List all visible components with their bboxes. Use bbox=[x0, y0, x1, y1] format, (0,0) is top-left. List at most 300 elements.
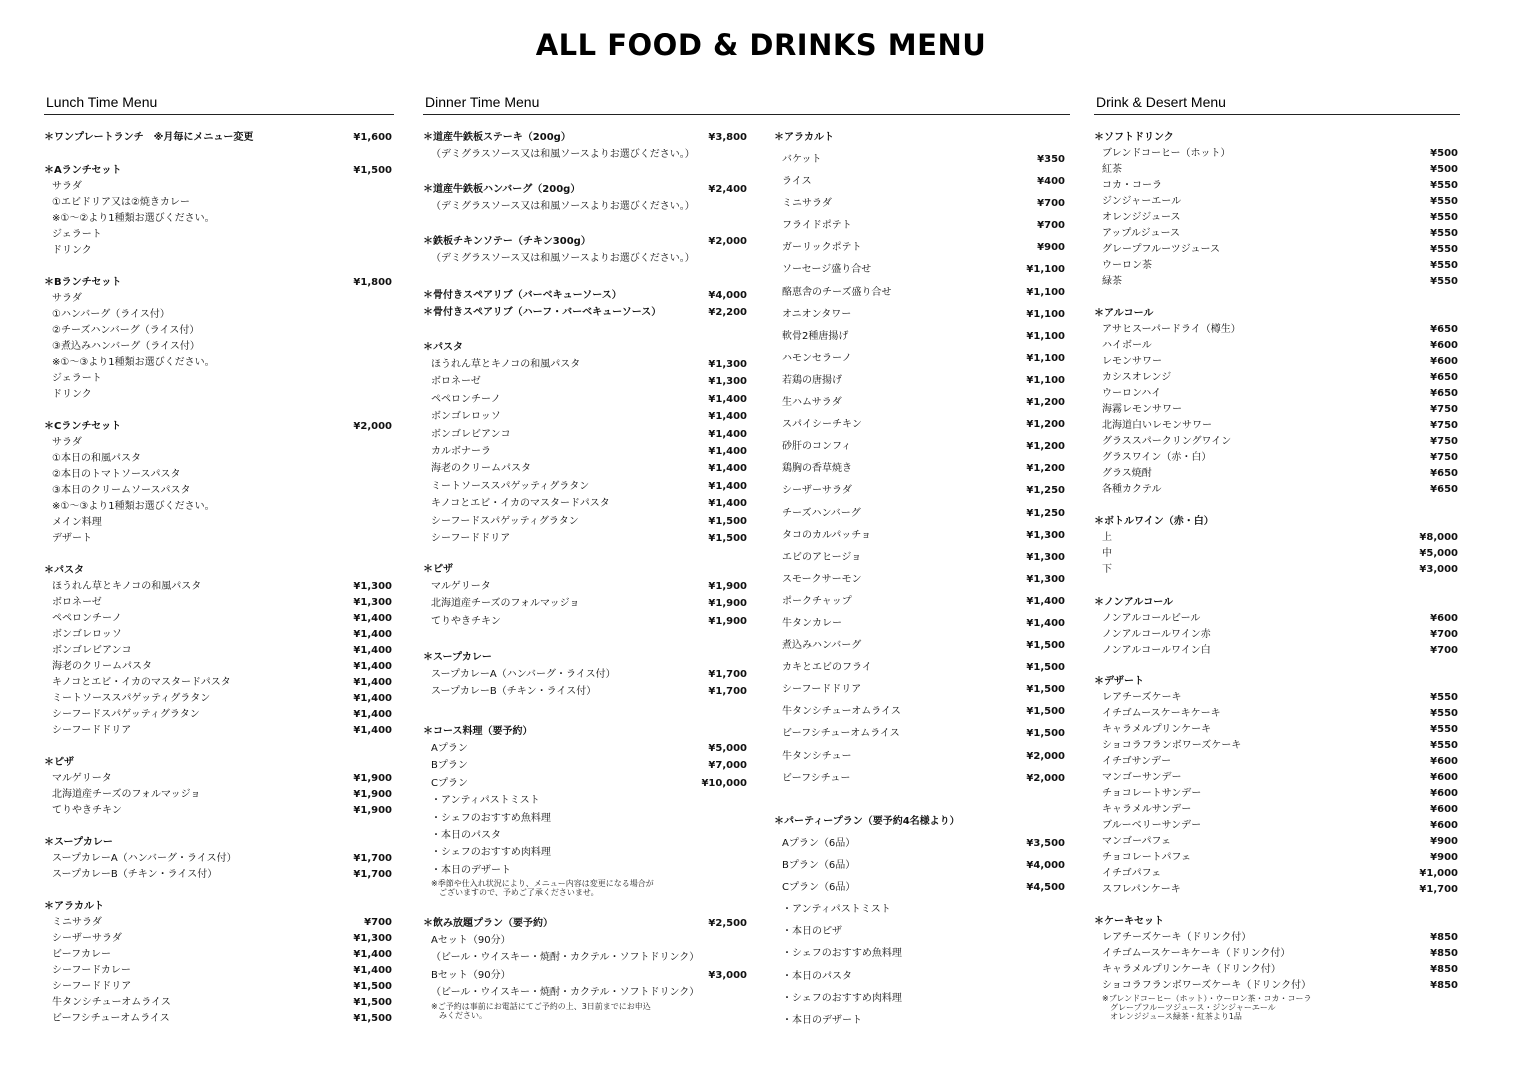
menu-item bbox=[774, 480, 1067, 502]
group-title-text: ＊骨付きスペアリブ（バーベキューソース） bbox=[423, 290, 622, 301]
menu-item bbox=[44, 707, 394, 723]
group-title-text: ＊Cランチセット bbox=[44, 421, 122, 432]
menu-item-name: ショコラフランボワーズケーキ bbox=[1102, 740, 1242, 751]
menu-item-name: アップルジュース bbox=[1102, 228, 1180, 239]
menu-item-price: ¥600 bbox=[1430, 340, 1458, 351]
menu-item bbox=[44, 291, 394, 307]
menu-item-price: ¥8,000 bbox=[1419, 532, 1458, 543]
group-title bbox=[423, 916, 749, 932]
menu-item-name: ボンゴレロッソ bbox=[431, 411, 501, 423]
menu-item bbox=[423, 827, 749, 844]
menu-item-price: ¥5,000 bbox=[708, 743, 747, 754]
menu-item bbox=[774, 701, 1067, 723]
menu-item bbox=[1094, 818, 1460, 834]
menu-group bbox=[423, 234, 749, 267]
menu-item-price: ¥500 bbox=[1430, 164, 1458, 175]
menu-item-price: ¥3,000 bbox=[1419, 564, 1458, 575]
menu-item-name: スープカレーB（チキン・ライス付） bbox=[52, 869, 218, 880]
menu-item bbox=[774, 282, 1067, 304]
menu-item-price: ¥1,400 bbox=[353, 949, 392, 960]
menu-item-name: ノンアルコールビール bbox=[1102, 613, 1201, 624]
menu-item-name: Aプラン（6品） bbox=[782, 838, 856, 849]
menu-item bbox=[774, 768, 1067, 790]
menu-group bbox=[1094, 674, 1460, 898]
menu-item-price: ¥1,300 bbox=[353, 933, 392, 944]
menu-item bbox=[44, 1011, 394, 1027]
menu-item-name: ライス bbox=[782, 176, 812, 188]
menu-item-name: 紅茶 bbox=[1102, 164, 1122, 175]
menu-item bbox=[774, 193, 1067, 215]
menu-item-price: ¥1,400 bbox=[708, 393, 747, 405]
menu-item bbox=[44, 515, 394, 531]
menu-item bbox=[423, 373, 749, 390]
menu-item-name: スープカレーA（ハンバーグ・ライス付） bbox=[431, 669, 616, 680]
menu-item bbox=[1094, 546, 1460, 562]
group-title bbox=[44, 563, 394, 579]
menu-item bbox=[44, 339, 394, 355]
menu-group bbox=[44, 163, 394, 259]
group-title bbox=[423, 724, 749, 740]
menu-item bbox=[44, 483, 394, 499]
menu-item-name: 砂肝のコンフィ bbox=[782, 441, 852, 453]
menu-group bbox=[44, 419, 394, 547]
group-price: ¥4,000 bbox=[708, 290, 747, 301]
menu-item-price: ¥5,000 bbox=[1419, 548, 1458, 559]
menu-item bbox=[1094, 226, 1460, 242]
menu-item-name: ・シェフのおすすめ魚料理 bbox=[782, 948, 902, 960]
menu-item-name: カルボナーラ bbox=[431, 445, 491, 457]
menu-item-name: オニオンタワー bbox=[782, 308, 852, 320]
menu-item-name: ③本日のクリームソースパスタ bbox=[52, 485, 191, 496]
menu-item-name: スープカレーA（ハンバーグ・ライス付） bbox=[52, 853, 237, 864]
menu-item-name: バケット bbox=[782, 154, 822, 165]
group-price: ¥2,000 bbox=[708, 236, 747, 247]
menu-item-price: ¥1,100 bbox=[1026, 308, 1065, 320]
menu-item-price: ¥550 bbox=[1430, 180, 1458, 191]
menu-item-name: 牛タンシチューオムライス bbox=[52, 997, 171, 1008]
menu-item-name: （デミグラスソース又は和風ソースよりお選びください。） bbox=[431, 149, 695, 160]
group-title bbox=[423, 182, 749, 198]
group-title-text: ＊ピザ bbox=[423, 564, 453, 575]
menu-item-price: ¥1,400 bbox=[353, 677, 392, 688]
menu-item bbox=[774, 966, 1067, 988]
menu-item-name: ボロネーゼ bbox=[431, 376, 481, 388]
menu-item bbox=[1094, 370, 1460, 386]
menu-item-name: （ビール・ウイスキー・焼酎・カクテル・ソフトドリンク） bbox=[431, 987, 700, 999]
menu-item bbox=[423, 792, 749, 809]
menu-item bbox=[774, 723, 1067, 745]
menu-item bbox=[1094, 850, 1460, 866]
group-title bbox=[1094, 130, 1460, 146]
menu-item bbox=[423, 426, 749, 443]
menu-item-name: ビーフカレー bbox=[52, 949, 111, 960]
menu-item-name: 海霧レモンサワー bbox=[1102, 404, 1182, 415]
menu-item-name: ②チーズハンバーグ（ライス付） bbox=[52, 325, 200, 336]
menu-item-name: Bセット（90分） bbox=[431, 969, 511, 981]
menu-item bbox=[774, 613, 1067, 635]
menu-item-name: 緑茶 bbox=[1102, 276, 1122, 287]
menu-item bbox=[1094, 643, 1460, 659]
menu-item-price: ¥900 bbox=[1430, 852, 1458, 863]
menu-item-price: ¥1,300 bbox=[1026, 529, 1065, 541]
menu-item-price: ¥650 bbox=[1430, 388, 1458, 399]
menu-item-name: シーフードスパゲッティグラタン bbox=[431, 515, 579, 527]
menu-item-name: グレープフルーツジュース bbox=[1102, 244, 1220, 255]
menu-item-price: ¥1,700 bbox=[353, 869, 392, 880]
menu-item-name: ビーフシチューオムライス bbox=[52, 1013, 170, 1024]
menu-item-name: ビーフシチューオムライス bbox=[782, 728, 900, 740]
menu-item bbox=[774, 1010, 1067, 1032]
menu-item-price: ¥600 bbox=[1430, 356, 1458, 367]
menu-item-name: イチゴムースケーキケーキ bbox=[1102, 708, 1221, 719]
menu-item-name: ジェラート bbox=[52, 373, 102, 384]
menu-item-price: ¥850 bbox=[1430, 980, 1458, 991]
group-price: ¥1,800 bbox=[353, 277, 392, 288]
menu-item-name: ガーリックポテト bbox=[782, 242, 862, 254]
menu-item-name: ソーセージ盛り合せ bbox=[782, 264, 872, 276]
menu-item bbox=[44, 531, 394, 547]
menu-item bbox=[44, 307, 394, 323]
menu-item-price: ¥4,500 bbox=[1026, 882, 1065, 894]
menu-item-price: ¥1,500 bbox=[1026, 728, 1065, 740]
menu-group bbox=[774, 811, 1067, 1032]
menu-item bbox=[423, 984, 749, 1001]
menu-item-name: レアチーズケーキ bbox=[1102, 692, 1182, 703]
menu-item-price: ¥3,000 bbox=[708, 969, 747, 981]
menu-item bbox=[1094, 354, 1460, 370]
menu-item bbox=[1094, 274, 1460, 290]
lunch-heading: Lunch Time Menu bbox=[44, 94, 394, 115]
menu-item bbox=[423, 775, 749, 792]
menu-item-name: チョコレートサンデー bbox=[1102, 788, 1202, 799]
menu-item bbox=[1094, 611, 1460, 627]
menu-item bbox=[774, 569, 1067, 591]
group-title bbox=[44, 755, 394, 771]
menu-item-price: ¥550 bbox=[1430, 692, 1458, 703]
menu-item-name: ウーロンハイ bbox=[1102, 388, 1162, 399]
group-title-text: ＊道産牛鉄板ステーキ（200g） bbox=[423, 132, 571, 143]
menu-item-name: マンゴーサンデー bbox=[1102, 772, 1182, 783]
menu-item-name: シーフードドリア bbox=[52, 725, 132, 736]
group-title-text: ＊コース料理（要予約） bbox=[423, 726, 533, 737]
menu-item-price: ¥700 bbox=[1037, 220, 1065, 232]
menu-item-name: てりやきチキン bbox=[431, 615, 501, 627]
menu-item-name: レアチーズケーキ（ドリンク付） bbox=[1102, 932, 1252, 943]
menu-item-name: ・本日のパスタ bbox=[782, 970, 852, 982]
menu-item bbox=[1094, 450, 1460, 466]
menu-item-name: てりやきチキン bbox=[52, 805, 122, 816]
menu-item bbox=[423, 478, 749, 495]
menu-item bbox=[44, 691, 394, 707]
menu-item-price: ¥650 bbox=[1430, 372, 1458, 383]
menu-item-name: キノコとエビ・イカのマスタードパスタ bbox=[52, 677, 231, 688]
group-title-text: ＊Aランチセット bbox=[44, 165, 122, 176]
menu-item-name: Aセット（90分） bbox=[431, 935, 511, 946]
menu-group bbox=[423, 650, 749, 701]
menu-item-price: ¥600 bbox=[1430, 788, 1458, 799]
group-title-text: ＊ケーキセット bbox=[1094, 916, 1164, 927]
menu-item-price: ¥1,900 bbox=[353, 789, 392, 800]
group-title bbox=[774, 127, 1067, 149]
menu-item bbox=[774, 877, 1067, 899]
menu-group bbox=[1094, 595, 1460, 659]
menu-item-price: ¥3,500 bbox=[1026, 838, 1065, 849]
menu-item bbox=[423, 613, 749, 630]
menu-item bbox=[44, 387, 394, 403]
menu-item-price: ¥900 bbox=[1037, 242, 1065, 254]
menu-item-name: ・本日のデザート bbox=[431, 864, 511, 876]
group-title bbox=[44, 130, 394, 146]
menu-item-price: ¥700 bbox=[1430, 629, 1458, 640]
menu-item-name: シーフードカレー bbox=[52, 965, 131, 976]
group-title bbox=[1094, 674, 1460, 690]
menu-item-price: ¥550 bbox=[1430, 212, 1458, 223]
menu-item-price: ¥1,400 bbox=[708, 480, 747, 492]
menu-item-name: ノンアルコールワイン白 bbox=[1102, 645, 1211, 656]
menu-item-price: ¥4,000 bbox=[1026, 860, 1065, 872]
menu-item bbox=[44, 803, 394, 819]
group-title bbox=[423, 234, 749, 250]
menu-item bbox=[1094, 770, 1460, 786]
menu-item-price: ¥1,700 bbox=[353, 853, 392, 864]
menu-item-price: ¥1,300 bbox=[708, 376, 747, 388]
menu-group bbox=[423, 288, 749, 321]
menu-item-price: ¥1,400 bbox=[708, 463, 747, 475]
menu-item-name: シーフードスパゲッティグラタン bbox=[52, 709, 200, 720]
menu-item-name: ・アンティパストミスト bbox=[431, 795, 540, 807]
menu-item-price: ¥1,400 bbox=[353, 709, 392, 720]
menu-item-name: オレンジジュース bbox=[1102, 212, 1181, 223]
menu-group bbox=[423, 182, 749, 215]
menu-item-price: ¥1,500 bbox=[1026, 662, 1065, 674]
menu-group bbox=[44, 130, 394, 146]
menu-group bbox=[423, 724, 749, 897]
menu-item-name: ポークチャップ bbox=[782, 595, 852, 607]
menu-item-name: ブルーベリーサンデー bbox=[1102, 820, 1202, 831]
menu-item-name: シーフードドリア bbox=[431, 532, 511, 544]
group-title-text: ＊ノンアルコール bbox=[1094, 597, 1173, 608]
menu-item-price: ¥600 bbox=[1430, 772, 1458, 783]
menu-item bbox=[44, 211, 394, 227]
menu-item bbox=[423, 967, 749, 984]
menu-item-name: ウーロン茶 bbox=[1102, 260, 1152, 271]
menu-item-name: ①本日の和風パスタ bbox=[52, 453, 141, 464]
menu-item-name: ブレンドコーヒー（ホット） bbox=[1102, 148, 1231, 159]
menu-item-name: マルゲリータ bbox=[431, 581, 491, 592]
menu-item bbox=[1094, 530, 1460, 546]
dinner-heading: Dinner Time Menu bbox=[423, 94, 1070, 115]
menu-item-name: 中 bbox=[1102, 548, 1112, 559]
menu-item bbox=[1094, 402, 1460, 418]
menu-item bbox=[423, 443, 749, 460]
menu-item-name: 軟骨2種唐揚げ bbox=[782, 330, 849, 342]
menu-item-price: ¥1,400 bbox=[708, 428, 747, 440]
menu-item bbox=[423, 146, 749, 163]
menu-group bbox=[44, 275, 394, 403]
menu-item bbox=[44, 451, 394, 467]
menu-item-price: ¥500 bbox=[1430, 148, 1458, 159]
menu-item-name: ジェラート bbox=[52, 229, 102, 240]
menu-group bbox=[44, 899, 394, 1027]
menu-item bbox=[423, 495, 749, 512]
menu-item bbox=[44, 851, 394, 867]
menu-item-price: ¥1,300 bbox=[353, 581, 392, 592]
menu-item bbox=[1094, 162, 1460, 178]
menu-item bbox=[774, 348, 1067, 370]
menu-item-price: ¥550 bbox=[1430, 740, 1458, 751]
menu-item bbox=[44, 723, 394, 739]
menu-item-name: ドリンク bbox=[52, 245, 92, 256]
group-title bbox=[423, 650, 749, 666]
menu-item-name: ボンゴレロッソ bbox=[52, 629, 122, 640]
menu-item-price: ¥1,200 bbox=[1026, 397, 1065, 409]
menu-item bbox=[1094, 962, 1460, 978]
menu-item bbox=[1094, 786, 1460, 802]
menu-item-price: ¥1,300 bbox=[353, 597, 392, 608]
menu-item bbox=[1094, 146, 1460, 162]
group-price: ¥3,800 bbox=[708, 132, 747, 143]
menu-item-price: ¥1,500 bbox=[353, 1013, 392, 1024]
menu-item-price: ¥1,500 bbox=[708, 515, 747, 527]
menu-item bbox=[774, 657, 1067, 679]
menu-item bbox=[774, 370, 1067, 392]
menu-item-price: ¥600 bbox=[1430, 756, 1458, 767]
menu-item-name: 海老のクリームパスタ bbox=[431, 463, 531, 475]
menu-item bbox=[774, 259, 1067, 281]
menu-item-name: ボロネーゼ bbox=[52, 597, 102, 608]
menu-item-price: ¥1,900 bbox=[708, 615, 747, 627]
menu-item-price: ¥1,200 bbox=[1026, 441, 1065, 453]
menu-group bbox=[1094, 914, 1460, 1021]
menu-item-name: キャラメルプリンケーキ（ドリンク付） bbox=[1102, 964, 1281, 975]
menu-item-name: ※①～③より1種類お選びください。 bbox=[52, 357, 215, 368]
menu-item bbox=[1094, 946, 1460, 962]
menu-item-name: アサヒスーパードライ（樽生） bbox=[1102, 324, 1241, 335]
menu-item-name: 海老のクリームパスタ bbox=[52, 661, 152, 672]
menu-item-name: 北海道白いレモンサワー bbox=[1102, 420, 1212, 431]
menu-item-name: サラダ bbox=[52, 293, 82, 304]
menu-item bbox=[1094, 418, 1460, 434]
menu-group bbox=[1094, 514, 1460, 578]
menu-item bbox=[1094, 627, 1460, 643]
menu-item-name: ミニサラダ bbox=[52, 917, 102, 928]
menu-group bbox=[423, 340, 749, 547]
menu-item bbox=[44, 595, 394, 611]
menu-item-name: マンゴーパフェ bbox=[1102, 836, 1171, 847]
menu-item-name: サラダ bbox=[52, 181, 82, 192]
menu-item-name: 牛タンカレー bbox=[782, 617, 842, 629]
menu-item-name: ショコラフランボワーズケーキ（ドリンク付） bbox=[1102, 980, 1312, 991]
menu-item bbox=[423, 757, 749, 774]
menu-item-name: 北海道産チーズのフォルマッジョ bbox=[52, 789, 201, 800]
menu-item-price: ¥650 bbox=[1430, 468, 1458, 479]
menu-item bbox=[774, 171, 1067, 193]
menu-item bbox=[774, 679, 1067, 701]
menu-group bbox=[774, 127, 1067, 790]
menu-item-price: ¥700 bbox=[1037, 198, 1065, 210]
menu-item bbox=[423, 391, 749, 408]
menu-item-name: キャラメルプリンケーキ bbox=[1102, 724, 1212, 735]
menu-group bbox=[1094, 130, 1460, 290]
group-title bbox=[44, 275, 394, 291]
menu-item-name: スープカレーB（チキン・ライス付） bbox=[431, 686, 597, 698]
menu-item-price: ¥1,900 bbox=[708, 598, 747, 610]
menu-item-price: ¥850 bbox=[1430, 964, 1458, 975]
group-title-text: ＊ワンプレートランチ ※月毎にメニュー変更 bbox=[44, 132, 254, 143]
menu-item bbox=[774, 746, 1067, 768]
menu-item bbox=[774, 833, 1067, 855]
group-title-text: ＊道産牛鉄板ハンバーグ（200g） bbox=[423, 184, 581, 195]
menu-item-name: レモンサワー bbox=[1102, 356, 1162, 367]
menu-item-price: ¥600 bbox=[1430, 613, 1458, 624]
group-title-text: ＊アルコール bbox=[1094, 308, 1154, 319]
menu-item-price: ¥1,300 bbox=[1026, 573, 1065, 585]
menu-item-name: イチゴムースケーキケーキ（ドリンク付） bbox=[1102, 948, 1291, 959]
menu-item-name: ・シェフのおすすめ肉料理 bbox=[431, 847, 551, 859]
menu-item-name: ③煮込みハンバーグ（ライス付） bbox=[52, 341, 200, 352]
group-title-text: ＊パーティープラン（要予約4名様より） bbox=[774, 816, 960, 827]
menu-item-price: ¥1,100 bbox=[1026, 374, 1065, 386]
menu-item-name: ・本日のピザ bbox=[782, 926, 842, 938]
menu-item-name: ミートソーススパゲッティグラタン bbox=[431, 480, 590, 492]
menu-item bbox=[423, 740, 749, 757]
menu-item-price: ¥750 bbox=[1430, 420, 1458, 431]
menu-item bbox=[44, 915, 394, 931]
menu-item-name: ノンアルコールワイン赤 bbox=[1102, 629, 1211, 640]
menu-item-name: Bプラン（6品） bbox=[782, 860, 856, 872]
menu-item-name: 生ハムサラダ bbox=[782, 397, 842, 409]
menu-group bbox=[423, 916, 749, 1020]
menu-item-name: メイン料理 bbox=[52, 517, 102, 528]
menu-group bbox=[423, 130, 749, 163]
menu-item-name: 鶏胸の香草焼き bbox=[782, 463, 852, 475]
menu-item-name: ②本日のトマトソースパスタ bbox=[52, 469, 181, 480]
menu-item bbox=[1094, 258, 1460, 274]
menu-item bbox=[774, 635, 1067, 657]
menu-item-price: ¥1,300 bbox=[708, 359, 747, 370]
menu-item bbox=[774, 591, 1067, 613]
menu-item-price: ¥1,200 bbox=[1026, 463, 1065, 475]
menu-item bbox=[423, 578, 749, 595]
menu-group bbox=[423, 562, 749, 630]
menu-item-name: 牛タンシチュー bbox=[782, 750, 852, 762]
menu-item-price: ¥1,400 bbox=[1026, 617, 1065, 629]
menu-item-name: ・本日のパスタ bbox=[431, 829, 501, 841]
menu-item-price: ¥650 bbox=[1430, 484, 1458, 495]
menu-item-name: ペペロンチーノ bbox=[52, 613, 122, 624]
menu-item-name: デザート bbox=[52, 533, 92, 544]
menu-item-name: ほうれん草とキノコの和風パスタ bbox=[431, 359, 581, 370]
menu-group bbox=[44, 835, 394, 883]
menu-item bbox=[774, 326, 1067, 348]
menu-item bbox=[423, 460, 749, 477]
menu-item-name: ほうれん草とキノコの和風パスタ bbox=[52, 581, 202, 592]
group-title bbox=[1094, 595, 1460, 611]
menu-item-price: ¥1,250 bbox=[1026, 485, 1065, 497]
menu-item-price: ¥1,400 bbox=[353, 629, 392, 640]
menu-item-name: 北海道産チーズのフォルマッジョ bbox=[431, 598, 580, 610]
group-title bbox=[44, 163, 394, 179]
menu-item-name: サラダ bbox=[52, 437, 82, 448]
group-title bbox=[423, 288, 749, 304]
menu-item bbox=[1094, 322, 1460, 338]
menu-item bbox=[423, 250, 749, 267]
menu-item bbox=[423, 304, 749, 321]
group-title bbox=[1094, 306, 1460, 322]
menu-item bbox=[44, 355, 394, 371]
group-title-text: ＊デザート bbox=[1094, 676, 1144, 687]
menu-item bbox=[1094, 978, 1460, 994]
